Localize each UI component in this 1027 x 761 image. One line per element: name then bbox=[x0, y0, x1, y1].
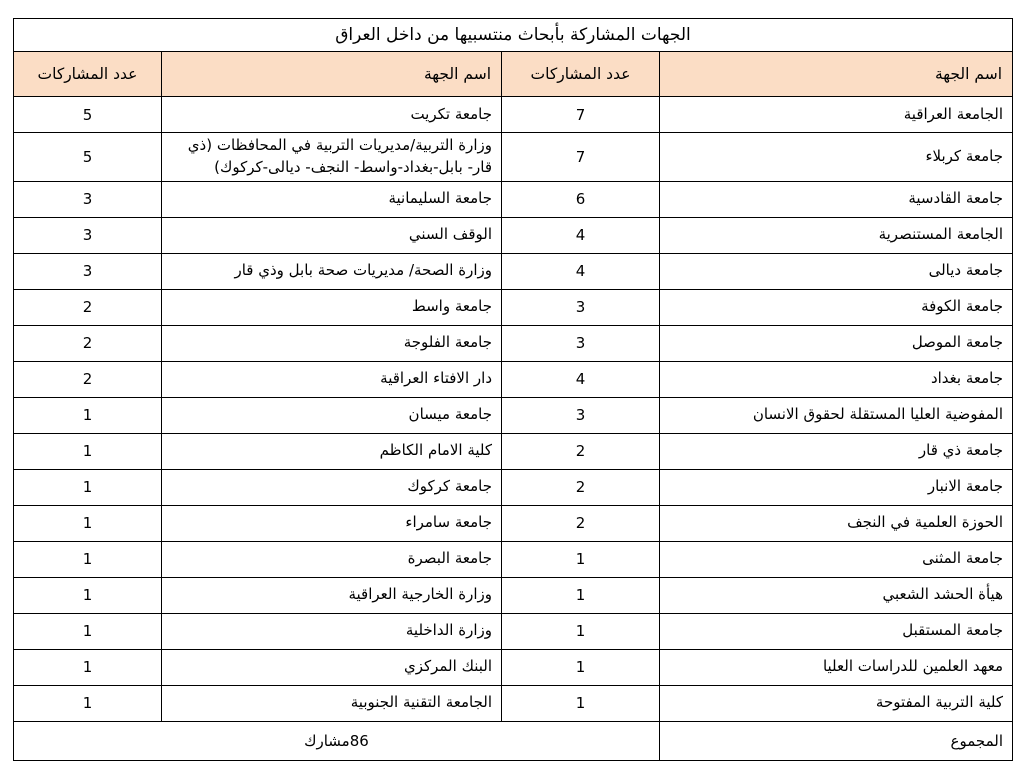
table-row bbox=[13, 325, 1012, 361]
table-row bbox=[13, 541, 1012, 577]
participation-count-cell: 2 bbox=[502, 469, 660, 505]
total-label-cell: المجموع bbox=[660, 721, 1013, 760]
institution-name-cell: وزارة التربية/مديريات التربية في المحافظات (ذي قار- بابل-بغداد-واسط- النجف- ديالى-كركوك) bbox=[162, 133, 502, 182]
participation-count-cell: 2 bbox=[502, 505, 660, 541]
institution-name-cell: كلية الامام الكاظم bbox=[162, 433, 502, 469]
header-row bbox=[13, 52, 1012, 97]
institution-name-cell: جامعة كركوك bbox=[162, 469, 502, 505]
participation-count-cell: 3 bbox=[13, 253, 161, 289]
table-row bbox=[13, 133, 1012, 182]
participation-count-cell: 2 bbox=[13, 289, 161, 325]
participation-count-cell: 1 bbox=[13, 469, 161, 505]
participation-count-cell: 1 bbox=[13, 613, 161, 649]
institution-name-cell: جامعة كربلاء bbox=[660, 133, 1013, 182]
participation-count-cell: 1 bbox=[13, 397, 161, 433]
participants-table bbox=[13, 18, 1013, 761]
col-header-name-right: اسم الجهة bbox=[660, 52, 1013, 97]
col-header-count-right: عدد المشاركات bbox=[502, 52, 660, 97]
table-row bbox=[13, 217, 1012, 253]
institution-name-cell: جامعة الكوفة bbox=[660, 289, 1013, 325]
institution-name-cell: الجامعة العراقية bbox=[660, 97, 1013, 133]
table-row bbox=[13, 577, 1012, 613]
institution-name-cell: جامعة المستقبل bbox=[660, 613, 1013, 649]
participation-count-cell: 4 bbox=[502, 253, 660, 289]
participation-count-cell: 1 bbox=[13, 505, 161, 541]
institution-name-cell: جامعة الفلوجة bbox=[162, 325, 502, 361]
institution-name-cell: دار الافتاء العراقية bbox=[162, 361, 502, 397]
institution-name-cell: الحوزة العلمية في النجف bbox=[660, 505, 1013, 541]
institution-name-cell: جامعة ميسان bbox=[162, 397, 502, 433]
participation-count-cell: 7 bbox=[502, 133, 660, 182]
participation-count-cell: 1 bbox=[502, 613, 660, 649]
institution-name-cell: وزارة الصحة/ مديريات صحة بابل وذي قار bbox=[162, 253, 502, 289]
institution-name-cell: جامعة البصرة bbox=[162, 541, 502, 577]
institution-name-cell: البنك المركزي bbox=[162, 649, 502, 685]
participation-count-cell: 2 bbox=[13, 361, 161, 397]
institution-name-cell: جامعة الموصل bbox=[660, 325, 1013, 361]
institution-name-cell: جامعة واسط bbox=[162, 289, 502, 325]
institution-name-cell: جامعة السليمانية bbox=[162, 181, 502, 217]
table-row bbox=[13, 433, 1012, 469]
participation-count-cell: 3 bbox=[502, 289, 660, 325]
institution-name-cell: المفوضية العليا المستقلة لحقوق الانسان bbox=[660, 397, 1013, 433]
participation-count-cell: 3 bbox=[502, 325, 660, 361]
institution-name-cell: جامعة ذي قار bbox=[660, 433, 1013, 469]
participation-count-cell: 1 bbox=[502, 649, 660, 685]
institution-name-cell: جامعة تكريت bbox=[162, 97, 502, 133]
table-row bbox=[13, 289, 1012, 325]
institution-name-cell: جامعة ديالى bbox=[660, 253, 1013, 289]
institution-name-cell: جامعة المثنى bbox=[660, 541, 1013, 577]
col-header-name-left: اسم الجهة bbox=[162, 52, 502, 97]
table-row bbox=[13, 505, 1012, 541]
table-row bbox=[13, 181, 1012, 217]
table-row bbox=[13, 361, 1012, 397]
participation-count-cell: 4 bbox=[502, 361, 660, 397]
institution-name-cell: وزارة الخارجية العراقية bbox=[162, 577, 502, 613]
participation-count-cell: 2 bbox=[13, 325, 161, 361]
institution-name-cell: جامعة بغداد bbox=[660, 361, 1013, 397]
table-row bbox=[13, 685, 1012, 721]
participation-count-cell: 3 bbox=[13, 217, 161, 253]
table-row bbox=[13, 613, 1012, 649]
table-row bbox=[13, 469, 1012, 505]
table-body bbox=[13, 19, 1012, 761]
participation-count-cell: 3 bbox=[13, 181, 161, 217]
total-value-cell: 86مشارك bbox=[13, 721, 659, 760]
institution-name-cell: وزارة الداخلية bbox=[162, 613, 502, 649]
participation-count-cell: 1 bbox=[13, 541, 161, 577]
table-row bbox=[13, 397, 1012, 433]
participation-count-cell: 1 bbox=[502, 685, 660, 721]
participation-count-cell: 1 bbox=[502, 541, 660, 577]
participation-count-cell: 2 bbox=[502, 433, 660, 469]
participation-count-cell: 5 bbox=[13, 133, 161, 182]
table-row bbox=[13, 253, 1012, 289]
participation-count-cell: 5 bbox=[13, 97, 161, 133]
institution-name-cell: معهد العلمين للدراسات العليا bbox=[660, 649, 1013, 685]
participation-count-cell: 4 bbox=[502, 217, 660, 253]
title-row bbox=[13, 19, 1012, 52]
institution-name-cell: الوقف السني bbox=[162, 217, 502, 253]
participation-count-cell: 6 bbox=[502, 181, 660, 217]
institution-name-cell: الجامعة التقنية الجنوبية bbox=[162, 685, 502, 721]
participation-count-cell: 7 bbox=[502, 97, 660, 133]
participation-count-cell: 3 bbox=[502, 397, 660, 433]
participation-count-cell: 1 bbox=[13, 577, 161, 613]
table-row bbox=[13, 649, 1012, 685]
institution-name-cell: جامعة سامراء bbox=[162, 505, 502, 541]
institution-name-cell: هيأة الحشد الشعبي bbox=[660, 577, 1013, 613]
participation-count-cell: 1 bbox=[13, 685, 161, 721]
table-title: الجهات المشاركة بأبحاث منتسبيها من داخل العراق bbox=[13, 19, 1012, 52]
institution-name-cell: جامعة القادسية bbox=[660, 181, 1013, 217]
table-row bbox=[13, 97, 1012, 133]
participation-count-cell: 1 bbox=[13, 649, 161, 685]
footer-row bbox=[13, 721, 1012, 760]
participation-count-cell: 1 bbox=[502, 577, 660, 613]
institution-name-cell: جامعة الانبار bbox=[660, 469, 1013, 505]
col-header-count-left: عدد المشاركات bbox=[13, 52, 161, 97]
institution-name-cell: الجامعة المستنصرية bbox=[660, 217, 1013, 253]
institution-name-cell: كلية التربية المفتوحة bbox=[660, 685, 1013, 721]
participation-count-cell: 1 bbox=[13, 433, 161, 469]
